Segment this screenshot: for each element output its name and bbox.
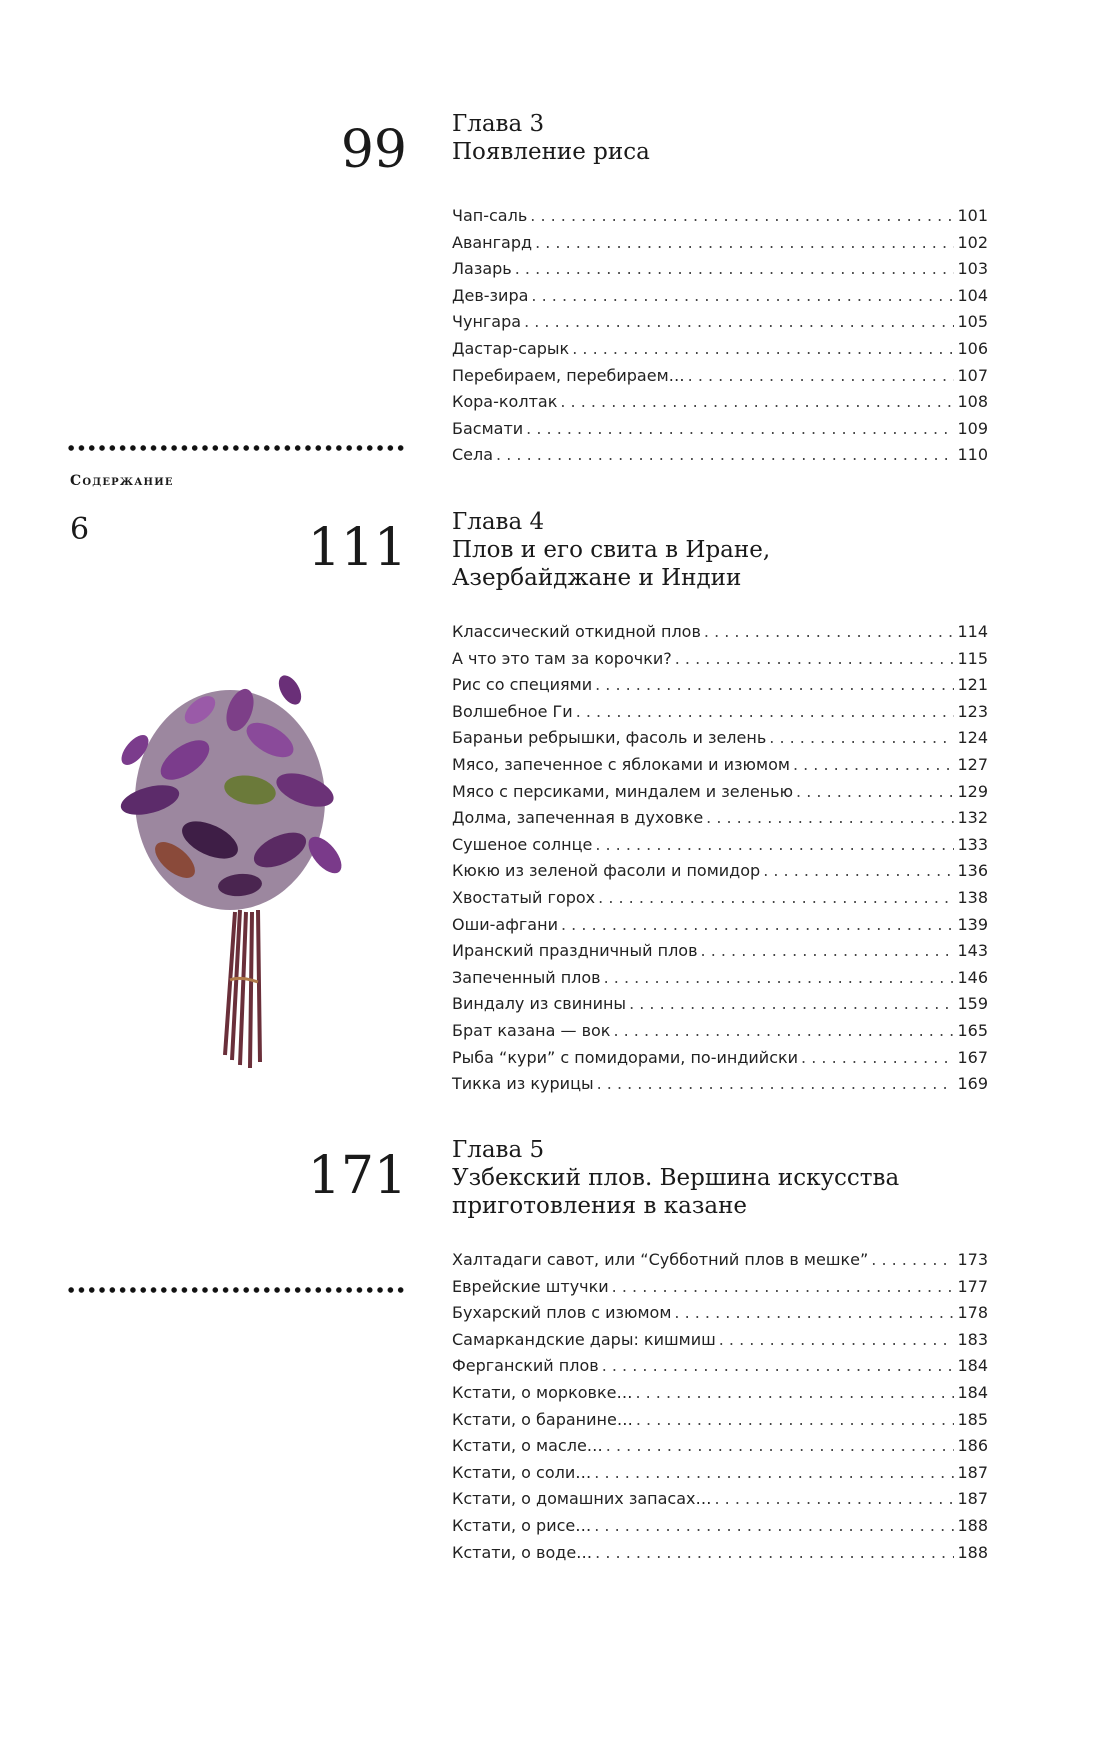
toc-leader — [688, 366, 955, 385]
toc-entry[interactable] — [452, 312, 988, 339]
toc-entry-page: 173 — [957, 1250, 988, 1269]
toc-leader — [871, 1250, 954, 1269]
toc-leader — [719, 1330, 955, 1349]
toc-entry-title: Лазарь — [452, 259, 512, 279]
toc-entry[interactable] — [452, 1356, 988, 1383]
toc-entry[interactable] — [452, 649, 988, 676]
dotted-divider-bottom — [66, 1284, 406, 1296]
toc-entry-title: Кстати, о домашних запасах… — [452, 1489, 712, 1509]
toc-entry-page: 127 — [957, 754, 988, 774]
toc-entry-title: Халтадаги савот, или “Субботний плов в мешке” — [452, 1250, 869, 1269]
toc-entry-title: Мясо, запеченное с яблоками и изюмом — [452, 754, 790, 774]
toc-entry-page: 185 — [957, 1409, 988, 1429]
toc-entry-page: 107 — [957, 365, 988, 385]
toc-entry[interactable] — [452, 392, 988, 419]
toc-entry-title: Села — [452, 445, 494, 465]
chapter-5-heading — [452, 1136, 1012, 1220]
toc-leader — [701, 941, 955, 960]
toc-entry[interactable] — [452, 1021, 988, 1048]
toc-entry-title: Кстати, о морковке… — [452, 1382, 633, 1402]
toc-entry-page: 183 — [957, 1329, 988, 1349]
toc-entry[interactable] — [452, 233, 988, 260]
toc-entry-page: 124 — [957, 728, 988, 748]
toc-leader — [598, 888, 954, 907]
toc-entry[interactable] — [452, 994, 988, 1021]
toc-entry-title: Кстати, о масле… — [452, 1436, 603, 1456]
toc-entry-page: 101 — [957, 206, 988, 225]
toc-entry-page: 187 — [957, 1489, 988, 1509]
toc-entry-title: Рыба “кури” с помидорами, по-индийски — [452, 1047, 799, 1067]
toc-entry-page: 184 — [957, 1382, 988, 1402]
toc-entry[interactable] — [452, 1303, 988, 1330]
toc-entry-page: 110 — [957, 445, 988, 465]
toc-entry-page: 105 — [957, 312, 988, 332]
toc-entry-title: Виндалу из свинины — [452, 994, 627, 1014]
toc-leader — [560, 392, 954, 411]
toc-entry[interactable] — [452, 445, 988, 472]
toc-entry-page: 177 — [957, 1276, 988, 1296]
toc-entry-page: 133 — [957, 834, 988, 854]
toc-entry-page: 169 — [957, 1074, 988, 1094]
toc-leader — [602, 1356, 955, 1375]
toc-leader — [496, 445, 954, 464]
toc-entry[interactable] — [452, 286, 988, 313]
toc-entry-page: 186 — [957, 1436, 988, 1456]
toc-entry[interactable] — [452, 1463, 988, 1490]
toc-entry-page: 165 — [957, 1020, 988, 1040]
basil-leaves — [117, 672, 348, 910]
purple-basil-illustration — [90, 650, 370, 1120]
toc-entry-title: Иранский праздничный плов — [452, 941, 698, 961]
toc-entry-page: 104 — [957, 285, 988, 305]
toc-entry[interactable] — [452, 622, 988, 649]
toc-entry[interactable] — [452, 1410, 988, 1437]
toc-entry-title: Кора-колтак — [452, 392, 558, 412]
toc-entry-page: 146 — [957, 967, 988, 987]
toc-entry-title: Брат казана — вок — [452, 1020, 611, 1040]
toc-leader — [801, 1048, 954, 1067]
toc-entry[interactable] — [452, 1543, 988, 1570]
toc-entry-page: 115 — [957, 648, 988, 668]
toc-entry[interactable] — [452, 728, 988, 755]
toc-entry-page: 108 — [957, 392, 988, 412]
basil-stems — [225, 910, 260, 1068]
toc-leader — [706, 808, 954, 827]
toc-leader — [595, 675, 954, 694]
toc-leader — [515, 259, 955, 278]
toc-entry-title: Бухарский плов с изюмом — [452, 1303, 672, 1323]
toc-entry[interactable] — [452, 259, 988, 286]
toc-entry[interactable] — [452, 782, 988, 809]
toc-entry-page: 109 — [957, 418, 988, 438]
toc-entry-title: Бараньи ребрышки, фасоль и зелень — [452, 728, 767, 748]
toc-leader — [674, 1303, 954, 1322]
toc-entry[interactable] — [452, 861, 988, 888]
chapter-4-page-number: 111 — [307, 518, 407, 578]
toc-entry-title: Авангард — [452, 232, 533, 252]
toc-entry-page: 188 — [957, 1515, 988, 1535]
toc-leader — [561, 915, 954, 934]
toc-entry-page: 123 — [957, 701, 988, 721]
toc-entry[interactable] — [452, 1250, 988, 1277]
chapter-5-title-line: приготовления в казане — [452, 1193, 748, 1219]
toc-entry-page: 138 — [957, 887, 988, 907]
toc-entry-title: Оши-афгани — [452, 914, 558, 934]
toc-entry[interactable] — [452, 366, 988, 393]
toc-entry-title: Классический откидной плов — [452, 622, 701, 641]
toc-entry[interactable] — [452, 702, 988, 729]
toc-leader — [535, 233, 954, 252]
toc-entry-page: 184 — [957, 1356, 988, 1376]
toc-entry[interactable] — [452, 339, 988, 366]
toc-entry-page: 139 — [957, 914, 988, 934]
section-title: Содержание — [70, 473, 174, 489]
chapter-4-entries — [452, 622, 988, 1101]
toc-leader — [530, 206, 954, 225]
toc-entry-page: 129 — [957, 781, 988, 801]
chapter-5-entries — [452, 1250, 988, 1569]
toc-entry-page: 187 — [957, 1462, 988, 1482]
toc-entry-title: А что это там за корочки? — [452, 648, 672, 668]
toc-leader — [796, 782, 954, 801]
toc-entry[interactable] — [452, 1048, 988, 1075]
chapter-3-entries — [452, 206, 988, 472]
toc-leader — [635, 1383, 954, 1402]
toc-entry-page: 188 — [957, 1542, 988, 1562]
toc-leader — [576, 702, 955, 721]
toc-entry-page: 114 — [957, 622, 988, 641]
toc-leader — [572, 339, 954, 358]
toc-entry-title: Кстати, о воде… — [452, 1542, 593, 1562]
toc-entry[interactable] — [452, 835, 988, 862]
toc-leader — [526, 419, 954, 438]
toc-leader — [594, 1463, 954, 1482]
toc-entry[interactable] — [452, 915, 988, 942]
toc-entry-page: 178 — [957, 1303, 988, 1323]
toc-leader — [793, 755, 955, 774]
toc-entry-title: Долма, запеченная в духовке — [452, 808, 704, 828]
toc-leader — [636, 1410, 955, 1429]
toc-entry[interactable] — [452, 888, 988, 915]
toc-entry-page: 132 — [957, 808, 988, 828]
toc-entry-title: Чунгара — [452, 312, 522, 332]
page-number: 6 — [70, 512, 90, 547]
toc-entry[interactable] — [452, 675, 988, 702]
toc-entry-title: Кстати, о баранине… — [452, 1409, 633, 1429]
toc-entry[interactable] — [452, 1383, 988, 1410]
toc-entry-title: Кстати, о соли… — [452, 1462, 592, 1482]
toc-leader — [595, 1543, 954, 1562]
chapter-4-label: Глава 4 — [452, 509, 545, 535]
toc-leader — [763, 861, 954, 880]
toc-leader — [595, 835, 954, 854]
toc-entry-page: 159 — [957, 994, 988, 1014]
toc-entry[interactable] — [452, 1074, 988, 1101]
toc-entry-title: Волшебное Ги — [452, 701, 573, 721]
toc-leader — [675, 649, 955, 668]
chapter-3-title-line: Появление риса — [452, 139, 650, 165]
chapter-3-page-number: 99 — [340, 120, 407, 180]
toc-leader — [629, 994, 954, 1013]
toc-entry-title: Кюкю из зеленой фасоли и помидор — [452, 861, 761, 881]
toc-entry-title: Запеченный плов — [452, 967, 601, 987]
toc-leader — [606, 1436, 955, 1455]
toc-entry[interactable] — [452, 1516, 988, 1543]
toc-entry-title: Сушеное солнце — [452, 834, 593, 854]
toc-entry-title: Дастар-сарык — [452, 338, 570, 358]
toc-entry-page: 167 — [957, 1047, 988, 1067]
toc-entry-title: Тикка из курицы — [452, 1074, 594, 1094]
toc-leader — [613, 1021, 954, 1040]
chapter-3-heading — [452, 110, 1012, 166]
toc-entry-page: 121 — [957, 675, 988, 695]
toc-entry-title: Еврейские штучки — [452, 1276, 609, 1296]
toc-entry-title: Дев-зира — [452, 285, 529, 305]
toc-entry-page: 106 — [957, 338, 988, 358]
toc-leader — [714, 1489, 954, 1508]
chapter-4-heading — [452, 508, 1012, 592]
chapter-5-title-line: Узбекский плов. Вершина искусства — [452, 1165, 900, 1191]
toc-entry[interactable] — [452, 755, 988, 782]
toc-entry[interactable] — [452, 1330, 988, 1357]
toc-entry-title: Кстати, о рисе… — [452, 1515, 592, 1535]
toc-entry-title: Перебираем, перебираем… — [452, 365, 685, 385]
chapter-4-title-line: Плов и его свита в Иране, — [452, 537, 771, 563]
toc-entry[interactable] — [452, 808, 988, 835]
toc-entry-page: 143 — [957, 941, 988, 961]
chapter-3-label: Глава 3 — [452, 111, 545, 137]
toc-entry-title: Хвостатый горох — [452, 887, 596, 907]
toc-entry[interactable] — [452, 1436, 988, 1463]
toc-entry-title: Ферганский плов — [452, 1356, 599, 1376]
toc-entry-page: 102 — [957, 232, 988, 252]
toc-entry[interactable] — [452, 968, 988, 995]
chapter-5-label: Глава 5 — [452, 1137, 545, 1163]
toc-leader — [597, 1074, 955, 1093]
toc-entry[interactable] — [452, 941, 988, 968]
toc-leader — [704, 622, 955, 641]
toc-leader — [524, 312, 954, 331]
toc-leader — [604, 968, 955, 987]
toc-entry[interactable] — [452, 1489, 988, 1516]
toc-entry-title: Чап-саль — [452, 206, 528, 225]
toc-entry[interactable] — [452, 419, 988, 446]
toc-leader — [612, 1277, 955, 1296]
chapter-5-page-number: 171 — [307, 1146, 407, 1206]
toc-leader — [594, 1516, 954, 1535]
dotted-divider-top — [66, 442, 406, 454]
toc-entry-page: 136 — [957, 861, 988, 881]
toc-entry[interactable] — [452, 206, 988, 233]
chapter-4-title-line: Азербайджане и Индии — [452, 565, 742, 591]
toc-entry-title: Рис со специями — [452, 675, 593, 695]
toc-leader — [531, 286, 954, 305]
toc-entry-title: Басмати — [452, 418, 524, 438]
toc-entry-title: Мясо с персиками, миндалем и зеленью — [452, 781, 794, 801]
toc-leader — [769, 728, 954, 747]
toc-entry[interactable] — [452, 1277, 988, 1304]
toc-entry-title: Самаркандские дары: кишмиш — [452, 1329, 716, 1349]
toc-entry-page: 103 — [957, 259, 988, 279]
